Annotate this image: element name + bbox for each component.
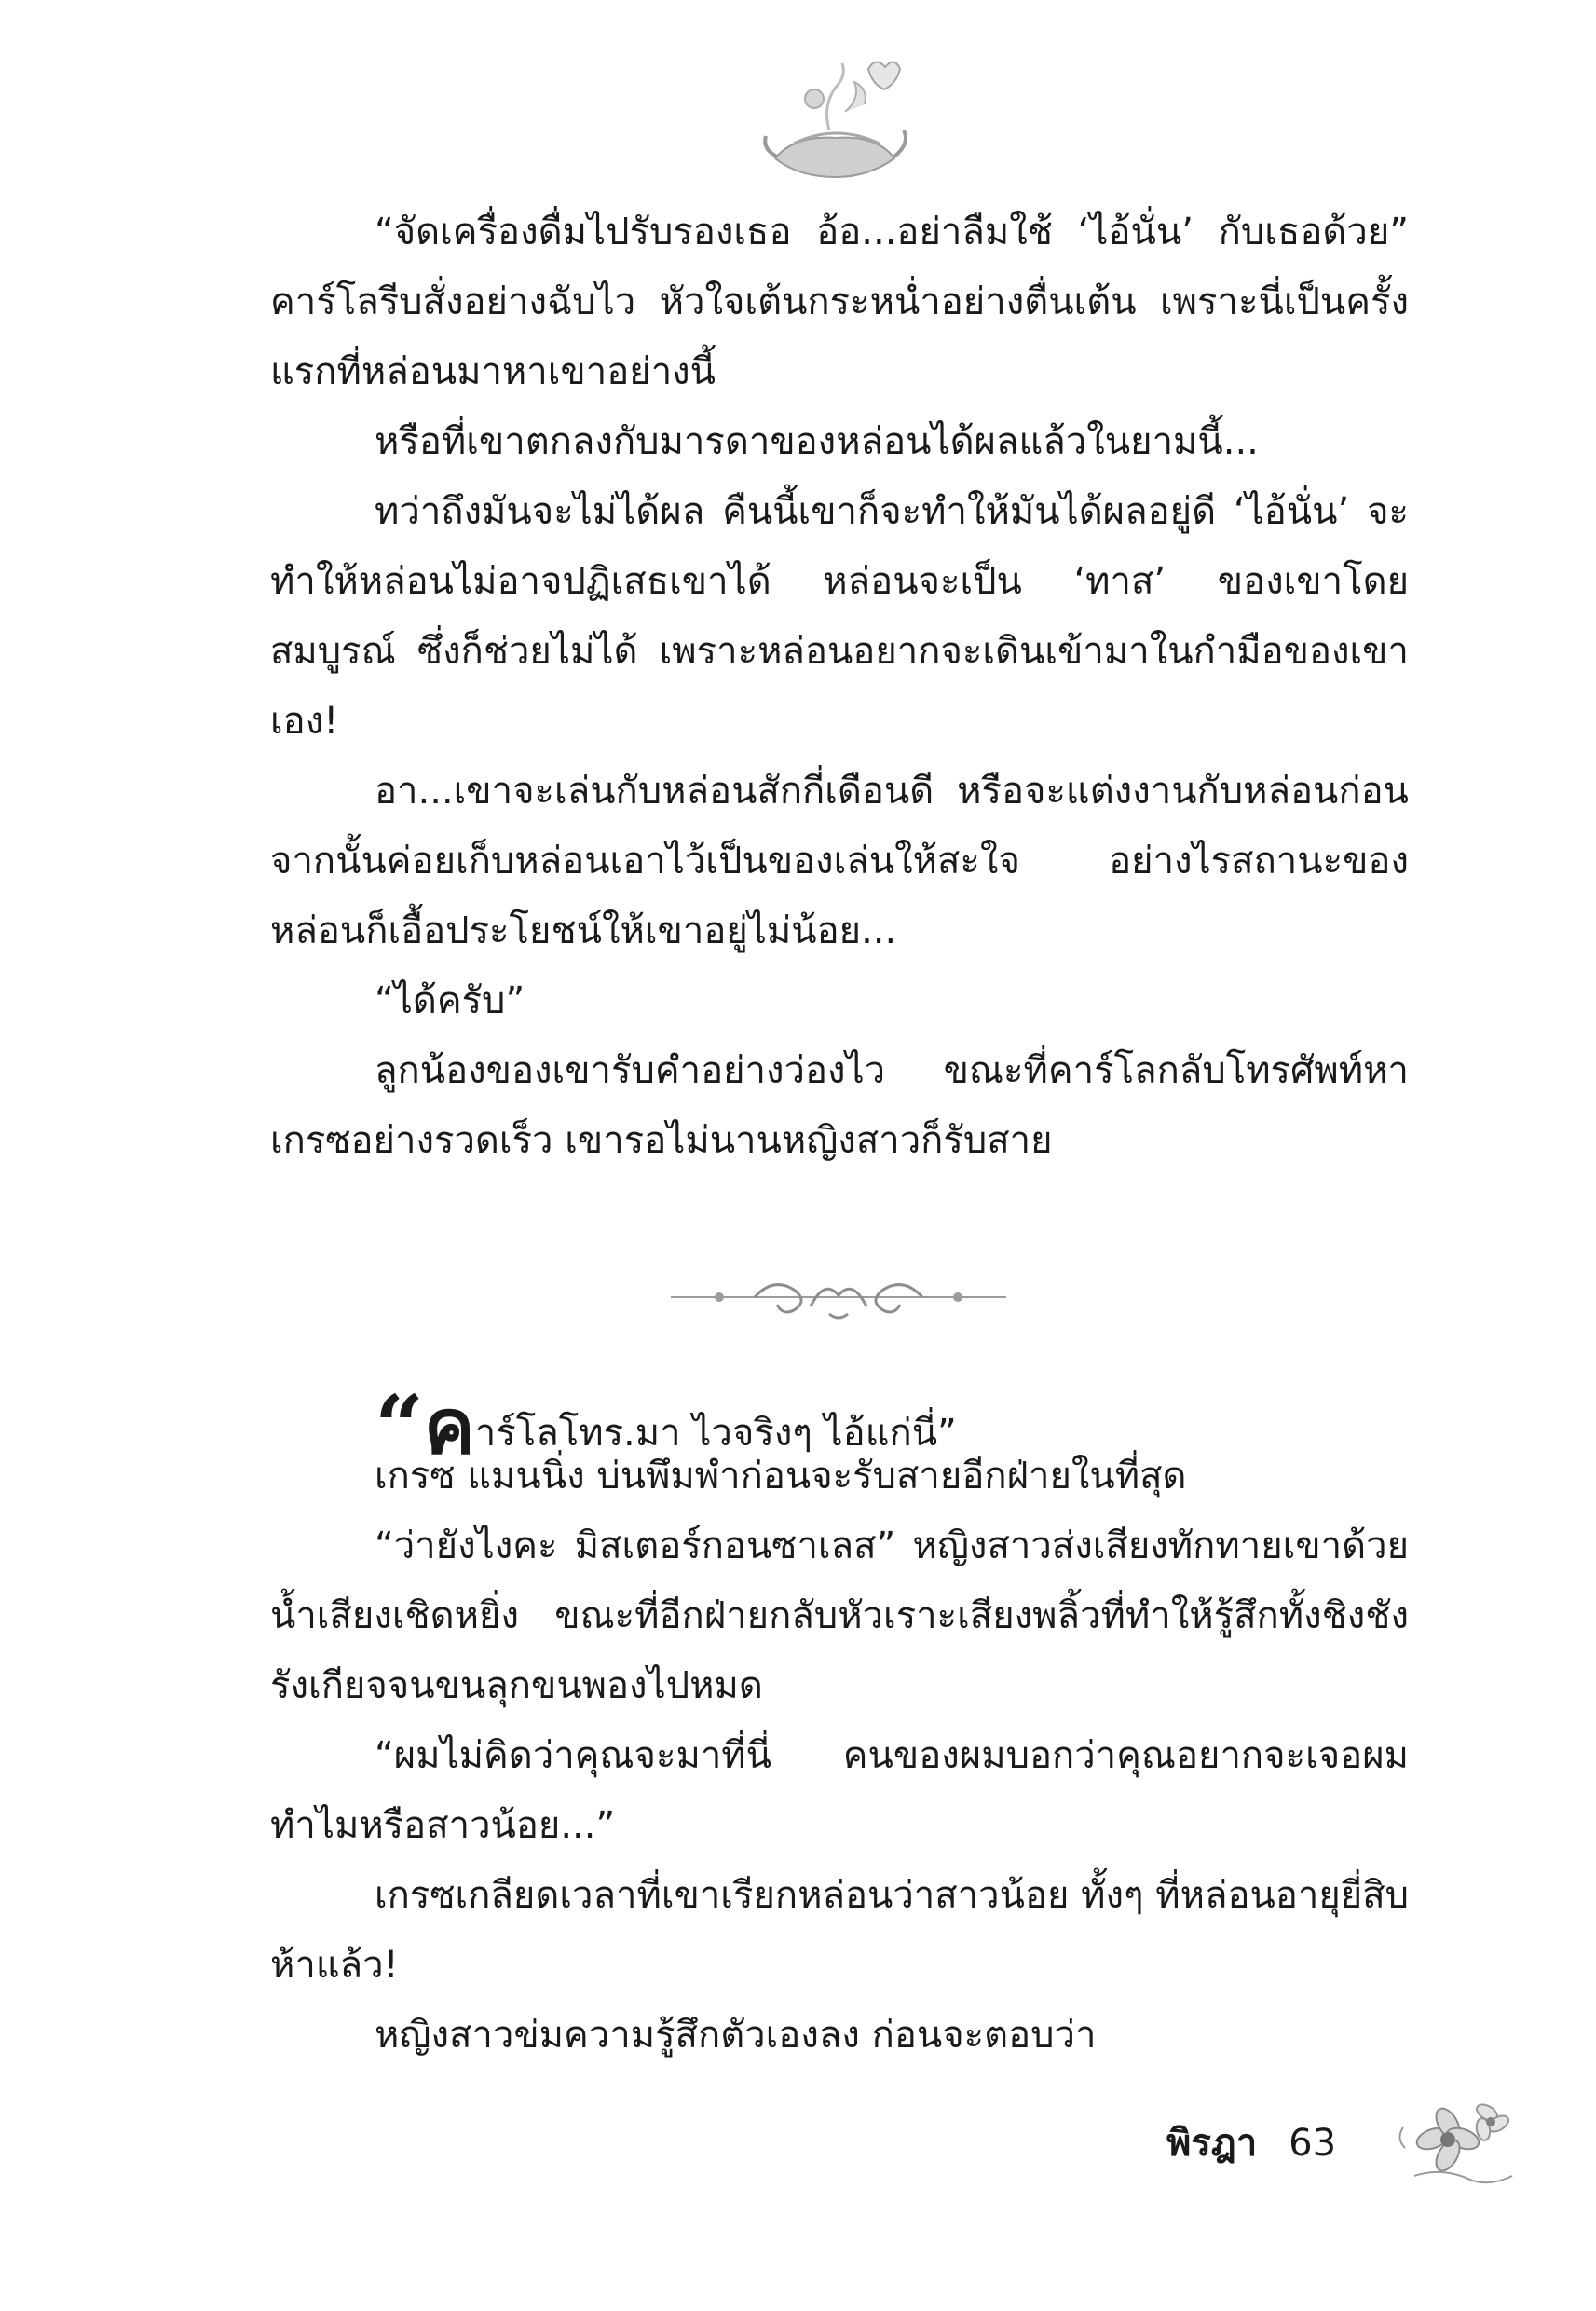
paragraph: เกรซ แมนนิ่ง บ่นพึมพำก่อนจะรับสายอีกฝ่ายในที่สุด [375, 1455, 1187, 1497]
paragraph: “ได้ครับ” [375, 979, 525, 1022]
flower-ornament-icon [1386, 2083, 1526, 2204]
opening-line-text: าร์โลโทร.มา ไวจริงๆ ไอ้แก่นี่” [474, 1412, 957, 1455]
page-number: 63 [1289, 2122, 1337, 2165]
paragraph: เกรซเกลียดเวลาที่เขาเรียกหล่อนว่าสาวน้อย ทั้งๆ ที่หล่อนอายุยี่สิบห้าแล้ว! [270, 1874, 1409, 1987]
paragraph: “จัดเครื่องดื่มไปรับรองเธอ อ้อ...อย่าลืมใช้ ‘ไอ้นั่น’ กับเธอด้วย” คาร์โลรีบสั่งอย่างฉับไว หัวใจเต้นกระหน่ำอย่างตื่นเต้น เพราะนี่เป็นครั้งแรกที่หล่อนมาหาเขาอย่างนี้ [270, 211, 1409, 393]
paragraph: ทว่าถึงมันจะไม่ได้ผล คืนนี้เขาก็จะทำให้มันได้ผลอยู่ดี ‘ไอ้นั่น’ จะทำให้หล่อนไม่อาจปฏิเสธเขาได้ หล่อนจะเป็น ‘ทาส’ ของเขาโดยสมบูรณ์ ซึ่งก็ช่วยไม่ได้ เพราะหล่อนอยากจะเดินเข้ามาในกำมือของเขาเอง! [270, 490, 1409, 743]
paragraph: “ผมไม่คิดว่าคุณจะมาที่นี่ คนของผมบอกว่าคุณอยากจะเจอผมทำไมหรือสาวน้อย...” [270, 1734, 1409, 1847]
teapot-ornament-icon [757, 47, 915, 186]
page-footer [1166, 2115, 1336, 2171]
opening-quote-mark: “ [375, 1376, 424, 1477]
paragraph: หญิงสาวข่มความรู้สึกตัวเองลง ก่อนจะตอบว่า [375, 2014, 1097, 2057]
scroll-divider-icon [652, 1269, 1025, 1325]
paragraph: หรือที่เขาตกลงกับมารดาของหล่อนได้ผลแล้วในยามนี้... [375, 420, 1259, 463]
paragraph: อา...เขาจะเล่นกับหล่อนสักกี่เดือนดี หรือจะแต่งงานกับหล่อนก่อน จากนั้นค่อยเก็บหล่อนเอาไว้เป็นของเล่นให้สะใจ อย่างไรสถานะของหล่อนก็เอื้อประโยชน์ให้เขาอยู่ไม่น้อย... [270, 770, 1409, 952]
paragraphs-before-break [270, 198, 1409, 1176]
author-name: พิรฎา [1166, 2122, 1258, 2165]
drop-cap-letter: ค [423, 1383, 475, 1471]
paragraph: ลูกน้องของเขารับคำอย่างว่องไว ขณะที่คาร์โลกลับโทรศัพท์หาเกรซอย่างรวดเร็ว เขารอไม่นานหญิงสาวก็รับสาย [270, 1049, 1409, 1162]
paragraphs-after-break [270, 1372, 1409, 2071]
paragraph: “ว่ายังไงคะ มิสเตอร์กอนซาเลส” หญิงสาวส่งเสียงทักทายเขาด้วยน้ำเสียงเชิดหยิ่ง ขณะที่อีกฝ่ายกลับหัวเราะเสียงพลิ้วที่ทำให้รู้สึกทั้งชิงชังรังเกียจจนขนลุกขนพองไปหมด [270, 1525, 1409, 1707]
